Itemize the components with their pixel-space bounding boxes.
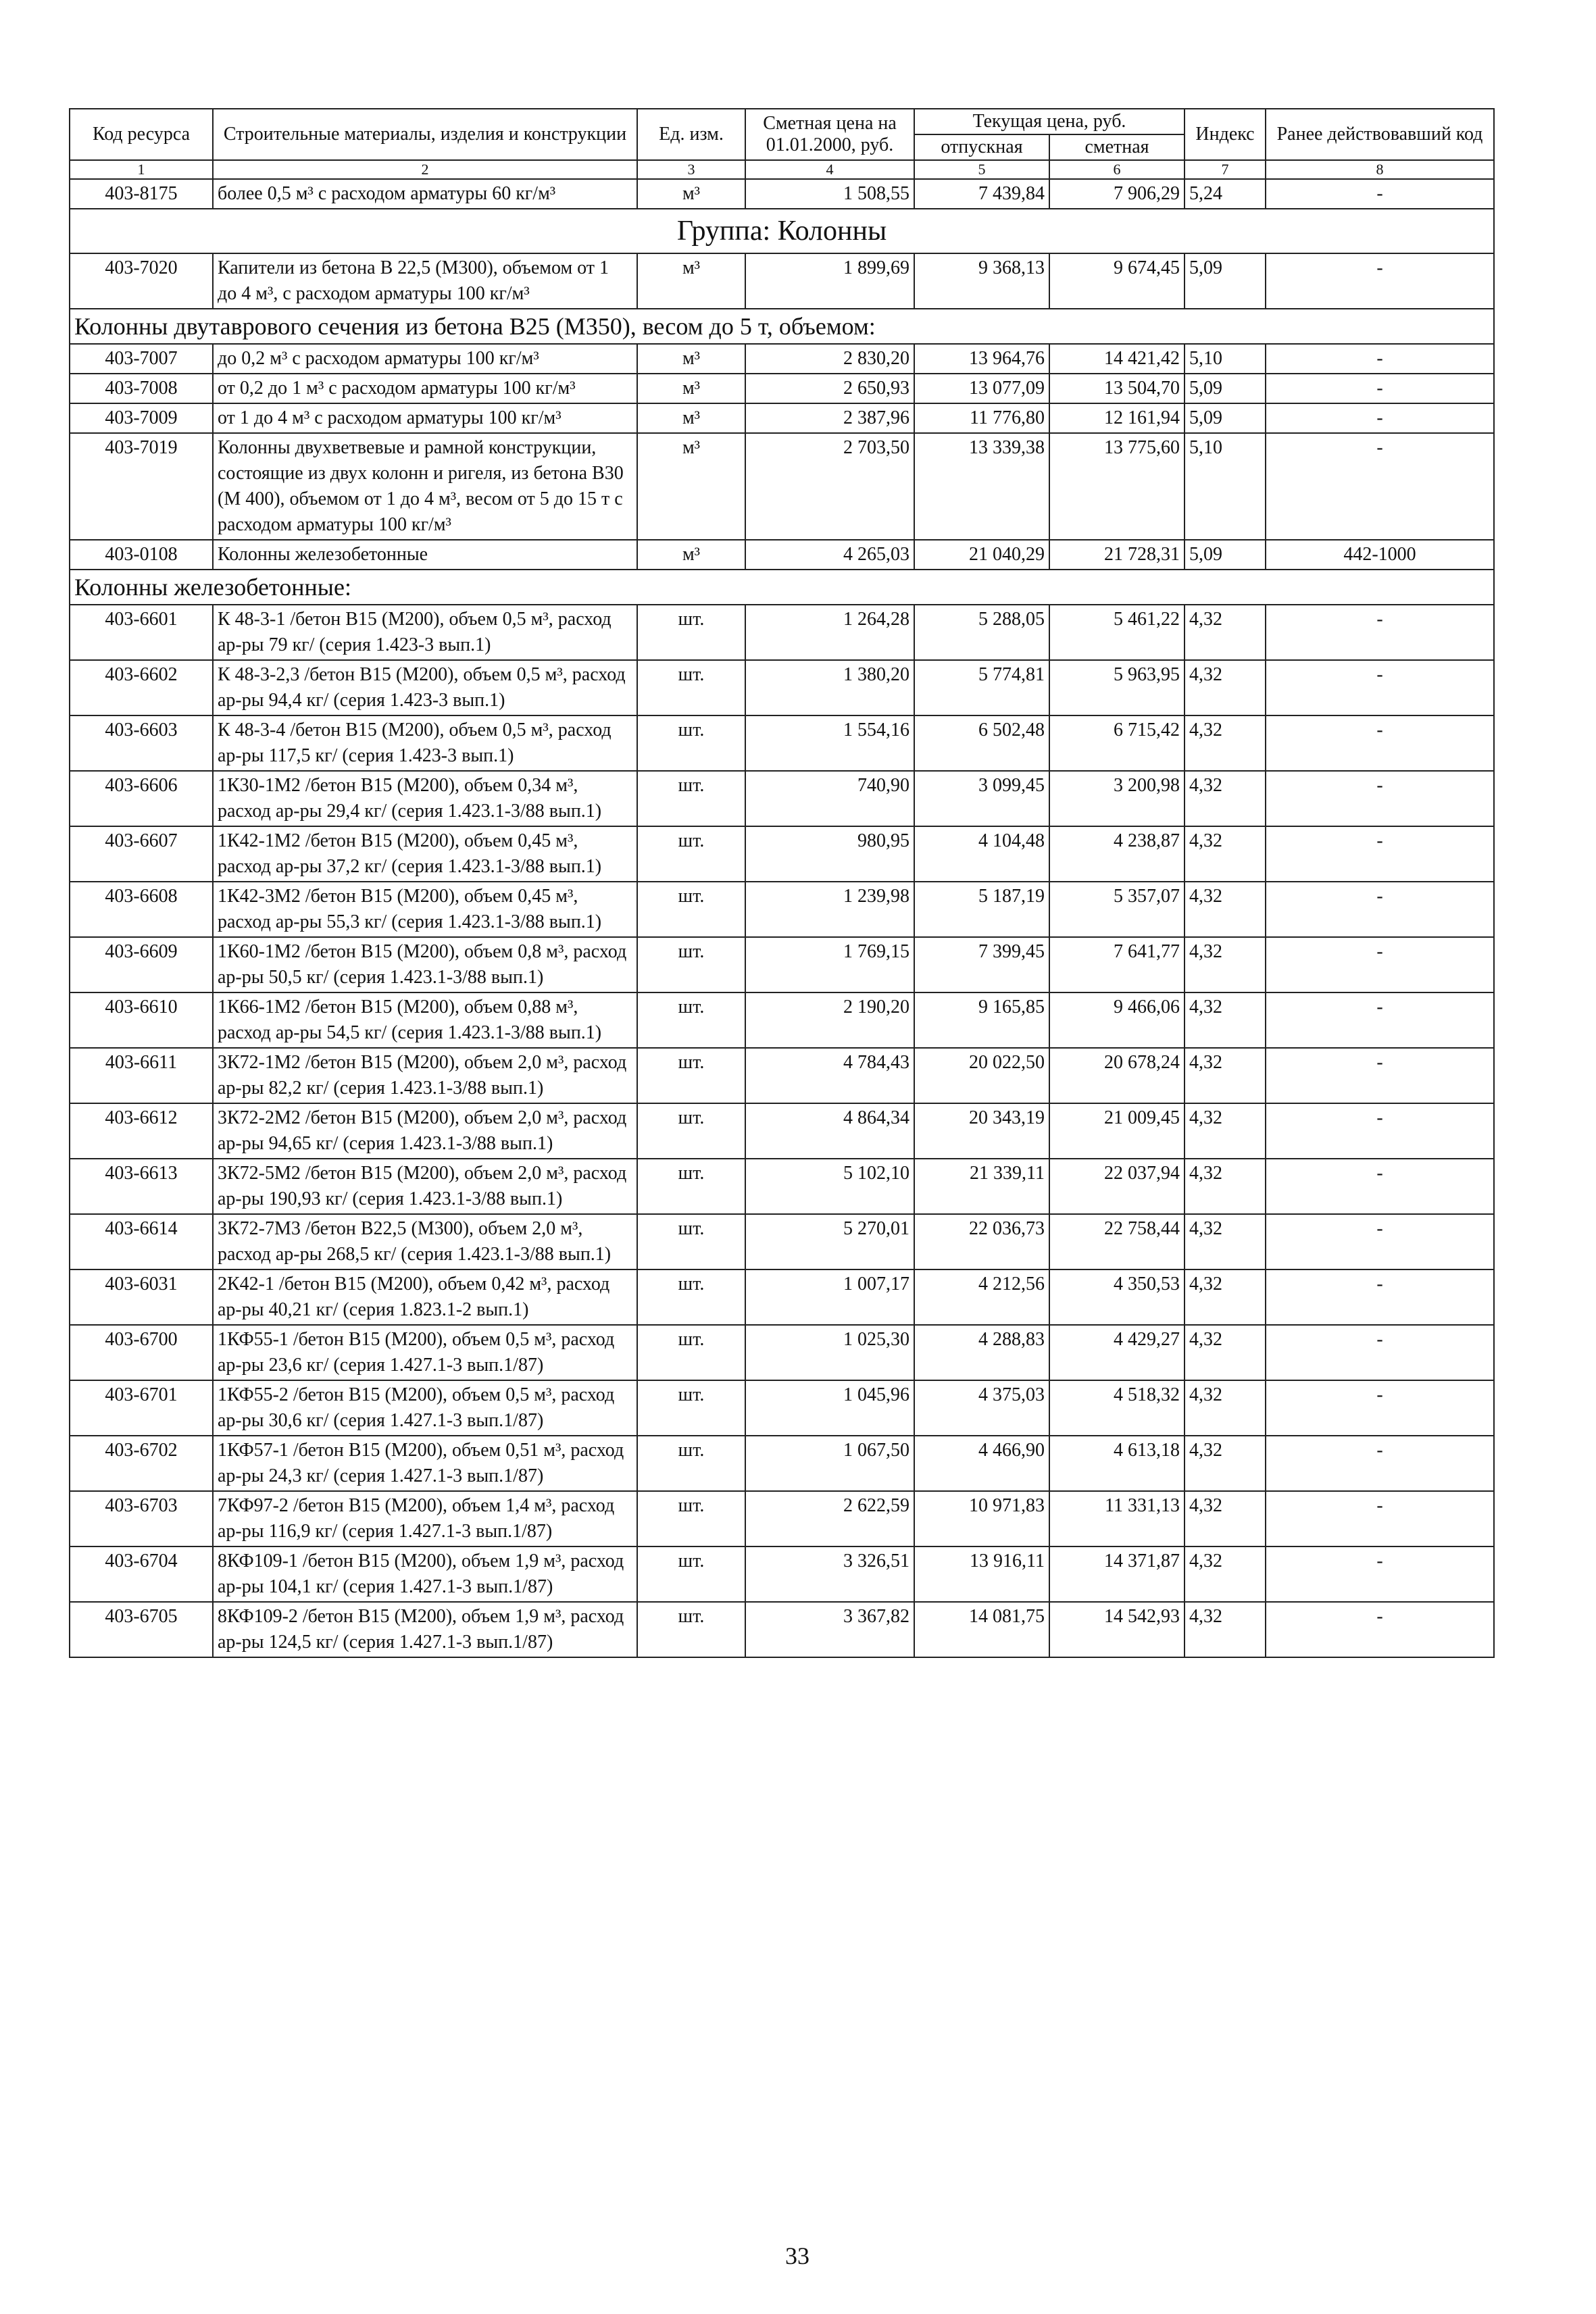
column-number: 4	[745, 160, 914, 179]
table-row	[70, 660, 1494, 715]
estimate-price: 22 037,94	[1049, 1159, 1184, 1214]
material-name: 1К42-3М2 /бетон В15 (М200), объем 0,45 м³, расход ар-ры 55,3 кг/ (серия 1.423.1-3/88 вып.1)	[213, 882, 637, 937]
material-name: 3К72-2М2 /бетон В15 (М200), объем 2,0 м³, расход ар-ры 94,65 кг/ (серия 1.423.1-3/88 вып.1)	[213, 1103, 637, 1159]
unit: шт.	[637, 1103, 745, 1159]
estimate-price: 14 421,42	[1049, 344, 1184, 374]
material-name: Капители из бетона В 22,5 (М300), объемом от 1 до 4 м³, с расходом арматуры 100 кг/м³	[213, 253, 637, 309]
price-index: 4,32	[1184, 882, 1266, 937]
previous-code: -	[1266, 1214, 1494, 1269]
estimate-price: 5 357,07	[1049, 882, 1184, 937]
column-number: 8	[1266, 160, 1494, 179]
estimate-price: 7 641,77	[1049, 937, 1184, 992]
header-estimate-price: сметная	[1049, 134, 1184, 160]
material-name: до 0,2 м³ с расходом арматуры 100 кг/м³	[213, 344, 637, 374]
previous-code: -	[1266, 937, 1494, 992]
price-index: 4,32	[1184, 1491, 1266, 1546]
price-2000: 980,95	[745, 826, 914, 882]
table-row	[70, 715, 1494, 771]
estimate-price: 11 331,13	[1049, 1491, 1184, 1546]
header-price-2000: Сметная цена на 01.01.2000, руб.	[745, 109, 914, 160]
release-price: 21 339,11	[914, 1159, 1049, 1214]
release-price: 13 339,38	[914, 433, 1049, 540]
price-index: 5,24	[1184, 179, 1266, 209]
material-name: 1К60-1М2 /бетон В15 (М200), объем 0,8 м³, расход ар-ры 50,5 кг/ (серия 1.423.1-3/88 вып.1)	[213, 937, 637, 992]
price-index: 4,32	[1184, 1103, 1266, 1159]
release-price: 10 971,83	[914, 1491, 1049, 1546]
unit: шт.	[637, 1491, 745, 1546]
price-2000: 1 025,30	[745, 1325, 914, 1380]
resource-code: 403-6704	[70, 1546, 213, 1602]
material-name: 7КФ97-2 /бетон В15 (М200), объем 1,4 м³, расход ар-ры 116,9 кг/ (серия 1.427.1-3 вып.1/87)	[213, 1491, 637, 1546]
resource-code: 403-6601	[70, 605, 213, 660]
resource-code: 403-6614	[70, 1214, 213, 1269]
table-row	[70, 433, 1494, 540]
price-2000: 1 554,16	[745, 715, 914, 771]
header-unit: Ед. изм.	[637, 109, 745, 160]
previous-code: -	[1266, 433, 1494, 540]
previous-code: -	[1266, 1380, 1494, 1436]
price-index: 4,32	[1184, 660, 1266, 715]
release-price: 13 077,09	[914, 374, 1049, 403]
release-price: 14 081,75	[914, 1602, 1049, 1657]
unit: шт.	[637, 1380, 745, 1436]
subheading-section-2	[70, 570, 1494, 605]
material-name: 8КФ109-1 /бетон В15 (М200), объем 1,9 м³, расход ар-ры 104,1 кг/ (серия 1.427.1-3 вып.1/87)	[213, 1546, 637, 1602]
material-name: 1КФ57-1 /бетон В15 (М200), объем 0,51 м³, расход ар-ры 24,3 кг/ (серия 1.427.1-3 вып.1/87)	[213, 1436, 637, 1491]
table-row	[70, 1546, 1494, 1602]
unit: м³	[637, 540, 745, 570]
subheading-rc-columns: Колонны железобетонные:	[70, 570, 1494, 605]
previous-code: -	[1266, 605, 1494, 660]
unit: м³	[637, 179, 745, 209]
material-name: 1К30-1М2 /бетон В15 (М200), объем 0,34 м³, расход ар-ры 29,4 кг/ (серия 1.423.1-3/88 вып.1)	[213, 771, 637, 826]
release-price: 22 036,73	[914, 1214, 1049, 1269]
previous-code: -	[1266, 1546, 1494, 1602]
price-index: 5,09	[1184, 540, 1266, 570]
header-resource-code: Код ресурса	[70, 109, 213, 160]
price-index: 4,32	[1184, 1048, 1266, 1103]
price-index: 4,32	[1184, 605, 1266, 660]
subheading-i-beam-columns: Колонны двутаврового сечения из бетона В25 (М350), весом до 5 т, объемом:	[70, 309, 1494, 344]
table-row	[70, 540, 1494, 570]
estimate-price: 14 542,93	[1049, 1602, 1184, 1657]
resource-code: 403-6602	[70, 660, 213, 715]
header-column-numbers	[70, 160, 1494, 179]
resource-code: 403-6702	[70, 1436, 213, 1491]
material-name: более 0,5 м³ с расходом арматуры 60 кг/м³	[213, 179, 637, 209]
column-number: 6	[1049, 160, 1184, 179]
estimate-price: 4 238,87	[1049, 826, 1184, 882]
resource-code: 403-7020	[70, 253, 213, 309]
resource-code: 403-6031	[70, 1269, 213, 1325]
previous-code: -	[1266, 1491, 1494, 1546]
previous-code: -	[1266, 771, 1494, 826]
unit: шт.	[637, 715, 745, 771]
previous-code: -	[1266, 1602, 1494, 1657]
price-index: 4,32	[1184, 937, 1266, 992]
column-number: 5	[914, 160, 1049, 179]
estimate-price: 22 758,44	[1049, 1214, 1184, 1269]
price-index: 4,32	[1184, 1325, 1266, 1380]
release-price: 7 439,84	[914, 179, 1049, 209]
estimate-price: 4 518,32	[1049, 1380, 1184, 1436]
release-price: 5 187,19	[914, 882, 1049, 937]
previous-code: -	[1266, 1103, 1494, 1159]
release-price: 20 343,19	[914, 1103, 1049, 1159]
material-name: 3К72-1М2 /бетон В15 (М200), объем 2,0 м³, расход ар-ры 82,2 кг/ (серия 1.423.1-3/88 вып.1)	[213, 1048, 637, 1103]
resource-code: 403-8175	[70, 179, 213, 209]
release-price: 4 466,90	[914, 1436, 1049, 1491]
material-name: 2К42-1 /бетон В15 (М200), объем 0,42 м³, расход ар-ры 40,21 кг/ (серия 1.823.1-2 вып.1)	[213, 1269, 637, 1325]
previous-code: -	[1266, 253, 1494, 309]
price-2000: 1 769,15	[745, 937, 914, 992]
resource-code: 403-6700	[70, 1325, 213, 1380]
price-2000: 4 265,03	[745, 540, 914, 570]
price-2000: 1 380,20	[745, 660, 914, 715]
release-price: 21 040,29	[914, 540, 1049, 570]
table-row	[70, 605, 1494, 660]
table-body-group	[70, 253, 1494, 309]
price-index: 5,09	[1184, 253, 1266, 309]
unit: шт.	[637, 605, 745, 660]
price-2000: 740,90	[745, 771, 914, 826]
material-name: К 48-3-1 /бетон В15 (М200), объем 0,5 м³, расход ар-ры 79 кг/ (серия 1.423-3 вып.1)	[213, 605, 637, 660]
price-index: 4,32	[1184, 1436, 1266, 1491]
resource-code: 403-6610	[70, 992, 213, 1048]
release-price: 13 964,76	[914, 344, 1049, 374]
material-name: от 1 до 4 м³ с расходом арматуры 100 кг/м³	[213, 403, 637, 433]
header-index: Индекс	[1184, 109, 1266, 160]
header-previous-code: Ранее действовавший код	[1266, 109, 1494, 160]
estimate-price: 5 461,22	[1049, 605, 1184, 660]
unit: шт.	[637, 1048, 745, 1103]
column-number: 1	[70, 160, 213, 179]
price-table-page	[69, 108, 1493, 1658]
unit: шт.	[637, 660, 745, 715]
price-2000: 4 784,43	[745, 1048, 914, 1103]
price-index: 4,32	[1184, 1269, 1266, 1325]
estimate-price: 20 678,24	[1049, 1048, 1184, 1103]
estimate-price: 5 963,95	[1049, 660, 1184, 715]
estimate-price: 6 715,42	[1049, 715, 1184, 771]
column-number: 3	[637, 160, 745, 179]
previous-code: 442-1000	[1266, 540, 1494, 570]
price-index: 5,09	[1184, 374, 1266, 403]
resource-code: 403-6701	[70, 1380, 213, 1436]
previous-code: -	[1266, 1436, 1494, 1491]
table-row	[70, 826, 1494, 882]
release-price: 5 288,05	[914, 605, 1049, 660]
estimate-price: 21 728,31	[1049, 540, 1184, 570]
resource-code: 403-6603	[70, 715, 213, 771]
table-row	[70, 403, 1494, 433]
release-price: 4 288,83	[914, 1325, 1049, 1380]
unit: шт.	[637, 882, 745, 937]
price-2000: 2 650,93	[745, 374, 914, 403]
release-price: 4 104,48	[914, 826, 1049, 882]
unit: шт.	[637, 937, 745, 992]
header-materials: Строительные материалы, изделия и конструкции	[213, 109, 637, 160]
previous-code: -	[1266, 882, 1494, 937]
price-2000: 1 508,55	[745, 179, 914, 209]
resource-code: 403-6611	[70, 1048, 213, 1103]
price-2000: 1 264,28	[745, 605, 914, 660]
estimate-price: 13 504,70	[1049, 374, 1184, 403]
unit: м³	[637, 253, 745, 309]
unit: шт.	[637, 1436, 745, 1491]
release-price: 9 165,85	[914, 992, 1049, 1048]
previous-code: -	[1266, 1325, 1494, 1380]
resource-code: 403-6612	[70, 1103, 213, 1159]
price-2000: 1 007,17	[745, 1269, 914, 1325]
unit: шт.	[637, 826, 745, 882]
price-2000: 5 102,10	[745, 1159, 914, 1214]
price-2000: 1 899,69	[745, 253, 914, 309]
resource-code: 403-6607	[70, 826, 213, 882]
material-name: 1КФ55-2 /бетон В15 (М200), объем 0,5 м³, расход ар-ры 30,6 кг/ (серия 1.427.1-3 вып.1/87)	[213, 1380, 637, 1436]
resource-code: 403-6703	[70, 1491, 213, 1546]
group-heading-section	[70, 209, 1494, 253]
unit: м³	[637, 433, 745, 540]
table-body-top	[70, 179, 1494, 209]
table-row	[70, 882, 1494, 937]
release-price: 4 212,56	[914, 1269, 1049, 1325]
previous-code: -	[1266, 403, 1494, 433]
resource-code: 403-6608	[70, 882, 213, 937]
estimate-price: 7 906,29	[1049, 179, 1184, 209]
estimate-price: 21 009,45	[1049, 1103, 1184, 1159]
price-2000: 2 622,59	[745, 1491, 914, 1546]
subheading-section-1	[70, 309, 1494, 344]
price-index: 4,32	[1184, 771, 1266, 826]
price-2000: 4 864,34	[745, 1103, 914, 1159]
price-2000: 5 270,01	[745, 1214, 914, 1269]
previous-code: -	[1266, 992, 1494, 1048]
table-row	[70, 1269, 1494, 1325]
material-name: 1К42-1М2 /бетон В15 (М200), объем 0,45 м³, расход ар-ры 37,2 кг/ (серия 1.423.1-3/88 вып.1)	[213, 826, 637, 882]
previous-code: -	[1266, 660, 1494, 715]
material-name: Колонны железобетонные	[213, 540, 637, 570]
table-row	[70, 1436, 1494, 1491]
table-row	[70, 1380, 1494, 1436]
unit: шт.	[637, 1602, 745, 1657]
column-number: 2	[213, 160, 637, 179]
price-2000: 2 830,20	[745, 344, 914, 374]
price-index: 4,32	[1184, 1546, 1266, 1602]
price-index: 4,32	[1184, 826, 1266, 882]
price-index: 5,10	[1184, 344, 1266, 374]
table-row	[70, 253, 1494, 309]
material-name: Колонны двухветвевые и рамной конструкции, состоящие из двух колонн и ригеля, из бетона В30 (М 400), объемом от 1 до 4 м³, весом от 5 до 15 т с расходом арматуры 100 кг/м³	[213, 433, 637, 540]
previous-code: -	[1266, 179, 1494, 209]
release-price: 13 916,11	[914, 1546, 1049, 1602]
material-name: К 48-3-2,3 /бетон В15 (М200), объем 0,5 м³, расход ар-ры 94,4 кг/ (серия 1.423-3 вып.1)	[213, 660, 637, 715]
previous-code: -	[1266, 715, 1494, 771]
table-body-rc-columns	[70, 605, 1494, 1657]
resource-code: 403-0108	[70, 540, 213, 570]
price-index: 5,10	[1184, 433, 1266, 540]
price-2000: 2 387,96	[745, 403, 914, 433]
previous-code: -	[1266, 1269, 1494, 1325]
estimate-price: 12 161,94	[1049, 403, 1184, 433]
header-release-price: отпускная	[914, 134, 1049, 160]
estimate-price: 14 371,87	[1049, 1546, 1184, 1602]
table-row	[70, 1602, 1494, 1657]
resource-code: 403-7007	[70, 344, 213, 374]
page-number: 33	[785, 2242, 809, 2269]
previous-code: -	[1266, 344, 1494, 374]
previous-code: -	[1266, 1159, 1494, 1214]
estimate-price: 4 429,27	[1049, 1325, 1184, 1380]
resource-code: 403-6705	[70, 1602, 213, 1657]
table-row	[70, 937, 1494, 992]
material-name: 3К72-5М2 /бетон В15 (М200), объем 2,0 м³, расход ар-ры 190,93 кг/ (серия 1.423.1-3/88 вып.1)	[213, 1159, 637, 1214]
resource-code: 403-7019	[70, 433, 213, 540]
price-index: 4,32	[1184, 1380, 1266, 1436]
material-name: от 0,2 до 1 м³ с расходом арматуры 100 кг/м³	[213, 374, 637, 403]
material-name: 1К66-1М2 /бетон В15 (М200), объем 0,88 м³, расход ар-ры 54,5 кг/ (серия 1.423.1-3/88 вып.1)	[213, 992, 637, 1048]
unit: шт.	[637, 992, 745, 1048]
group-title: Группа: Колонны	[70, 209, 1494, 253]
table-row	[70, 1491, 1494, 1546]
table-row	[70, 1103, 1494, 1159]
column-number: 7	[1184, 160, 1266, 179]
header-current-price: Текущая цена, руб.	[914, 109, 1184, 134]
release-price: 4 375,03	[914, 1380, 1049, 1436]
price-2000: 2 703,50	[745, 433, 914, 540]
price-index: 4,32	[1184, 1159, 1266, 1214]
release-price: 6 502,48	[914, 715, 1049, 771]
previous-code: -	[1266, 1048, 1494, 1103]
table-row	[70, 1214, 1494, 1269]
price-2000: 2 190,20	[745, 992, 914, 1048]
price-2000: 1 239,98	[745, 882, 914, 937]
release-price: 9 368,13	[914, 253, 1049, 309]
estimate-price: 9 674,45	[1049, 253, 1184, 309]
resource-code: 403-7009	[70, 403, 213, 433]
material-name: 1КФ55-1 /бетон В15 (М200), объем 0,5 м³, расход ар-ры 23,6 кг/ (серия 1.427.1-3 вып.1/87)	[213, 1325, 637, 1380]
unit: шт.	[637, 1546, 745, 1602]
price-index: 4,32	[1184, 992, 1266, 1048]
price-2000: 3 367,82	[745, 1602, 914, 1657]
resource-code: 403-7008	[70, 374, 213, 403]
estimate-price: 4 613,18	[1049, 1436, 1184, 1491]
material-name: 3К72-7М3 /бетон В22,5 (М300), объем 2,0 м³, расход ар-ры 268,5 кг/ (серия 1.423.1-3/88 вып.1)	[213, 1214, 637, 1269]
table-header	[70, 109, 1494, 179]
resource-code: 403-6613	[70, 1159, 213, 1214]
table-row	[70, 992, 1494, 1048]
release-price: 7 399,45	[914, 937, 1049, 992]
price-index: 4,32	[1184, 1214, 1266, 1269]
price-2000: 1 067,50	[745, 1436, 914, 1491]
unit: шт.	[637, 1269, 745, 1325]
price-index: 5,09	[1184, 403, 1266, 433]
price-2000: 1 045,96	[745, 1380, 914, 1436]
table-row	[70, 1048, 1494, 1103]
previous-code: -	[1266, 374, 1494, 403]
unit: м³	[637, 403, 745, 433]
price-index: 4,32	[1184, 715, 1266, 771]
resource-code: 403-6609	[70, 937, 213, 992]
price-2000: 3 326,51	[745, 1546, 914, 1602]
price-table	[69, 108, 1495, 1658]
resource-code: 403-6606	[70, 771, 213, 826]
table-row	[70, 1159, 1494, 1214]
table-row	[70, 344, 1494, 374]
price-index: 4,32	[1184, 1602, 1266, 1657]
estimate-price: 13 775,60	[1049, 433, 1184, 540]
previous-code: -	[1266, 826, 1494, 882]
material-name: К 48-3-4 /бетон В15 (М200), объем 0,5 м³, расход ар-ры 117,5 кг/ (серия 1.423-3 вып.1)	[213, 715, 637, 771]
table-row	[70, 771, 1494, 826]
unit: шт.	[637, 771, 745, 826]
release-price: 11 776,80	[914, 403, 1049, 433]
release-price: 3 099,45	[914, 771, 1049, 826]
material-name: 8КФ109-2 /бетон В15 (М200), объем 1,9 м³, расход ар-ры 124,5 кг/ (серия 1.427.1-3 вып.1/87)	[213, 1602, 637, 1657]
estimate-price: 4 350,53	[1049, 1269, 1184, 1325]
table-body-i-beam	[70, 344, 1494, 570]
unit: шт.	[637, 1159, 745, 1214]
table-row	[70, 374, 1494, 403]
unit: шт.	[637, 1214, 745, 1269]
release-price: 5 774,81	[914, 660, 1049, 715]
table-row	[70, 1325, 1494, 1380]
unit: м³	[637, 374, 745, 403]
release-price: 20 022,50	[914, 1048, 1049, 1103]
unit: шт.	[637, 1325, 745, 1380]
estimate-price: 3 200,98	[1049, 771, 1184, 826]
table-row	[70, 179, 1494, 209]
unit: м³	[637, 344, 745, 374]
estimate-price: 9 466,06	[1049, 992, 1184, 1048]
